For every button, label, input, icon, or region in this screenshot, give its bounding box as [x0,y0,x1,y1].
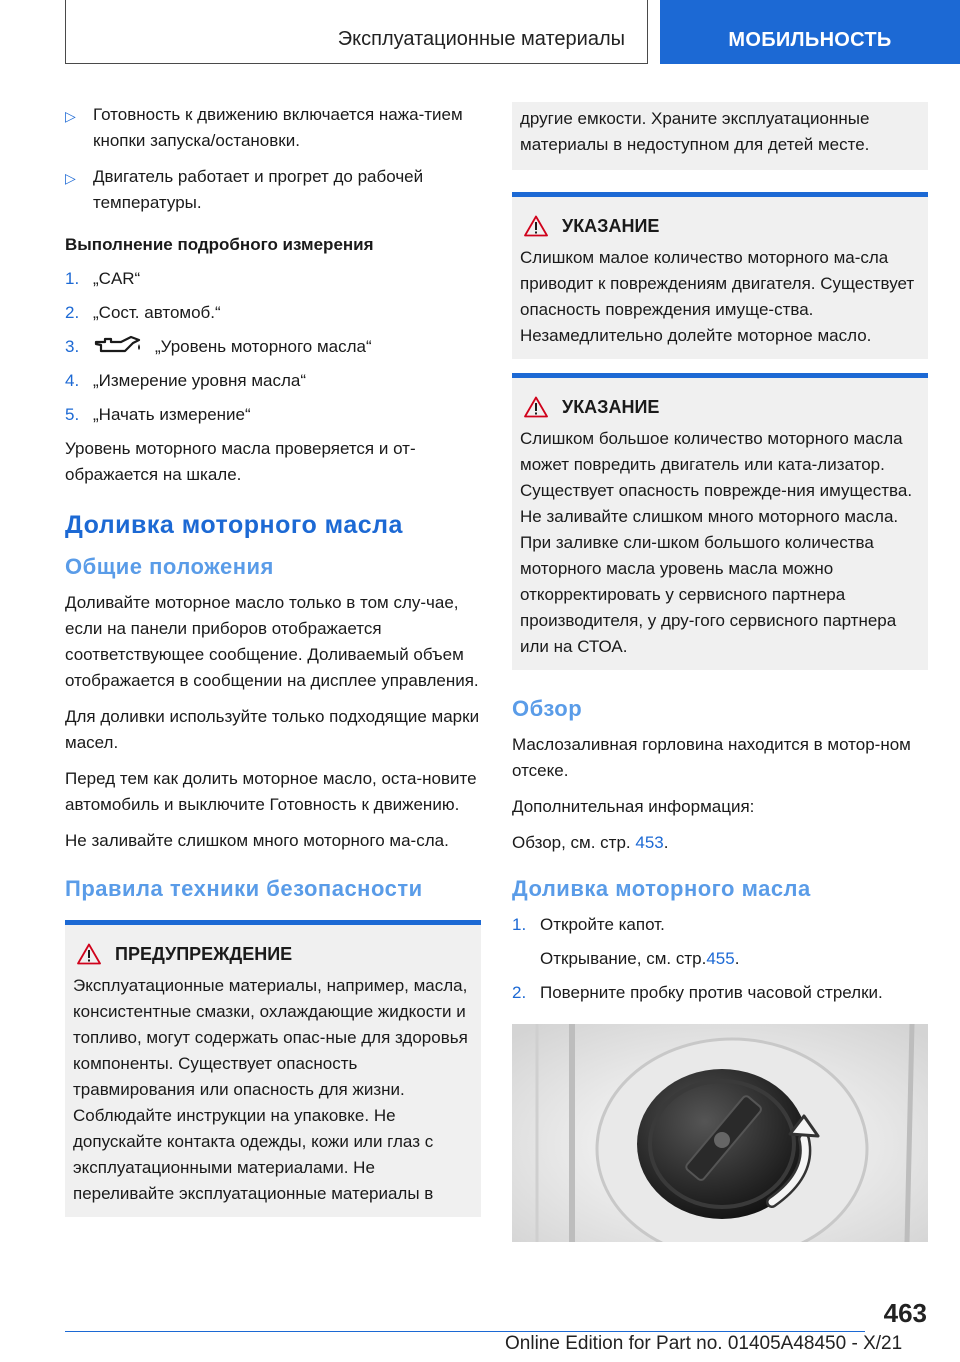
warning-triangle-icon [524,215,548,237]
refill-title: Доливка моторного масла [512,876,811,901]
after-steps-text: Уровень моторного масла проверяется и от-ображается на шкале. [65,439,416,484]
footer-divider [65,1331,865,1332]
step-item: 1. Откройте капот. [512,915,665,934]
step-item: 2. „Сост. автомоб.“ [65,303,221,322]
measurement-steps [65,266,481,428]
notice-text: Слишком большое количество моторного масла может повредить двигатель или ката-лизатор. Существует опасность поврежде-ния имущества. Не заливайте слишком много моторного масла. При заливке сли-шком большого количества моторного масла уровень масла можно откорректировать у сервисного партнера производителя, у дру-гого сервисного партнера или на СТОА. [520,429,913,656]
notice-title: УКАЗАНИЕ [562,397,660,417]
warning-box [65,920,481,1217]
step-item: 2. Поверните пробку против часовой стрелки. [512,983,883,1002]
footer-edition: Online Edition for Part no. 01405A48450 - X/21 [505,1333,903,1354]
notice-box [512,192,928,359]
general-paragraph: Не заливайте слишком много моторного ма-сла. [65,831,449,850]
more-info-label: Дополнительная информация: [512,797,755,816]
precondition-item: ▷ Готовность к движению включается нажа-тием кнопки запуска/остановки. [65,102,481,154]
general-paragraph: Для доливки используйте только подходящие марки масел. [65,707,480,752]
oil-filler-cap-photo [512,1024,928,1242]
step-item: 1. „CAR“ [65,269,141,288]
warning-text: Эксплуатационные материалы, например, масла, консистентные смазки, охлаждающие жидкости и топливо, могут содержать опас-ные для здоровья компоненты. Существует опасность травмирования или опасность для жизни. Соблюдайте инструкции на упаковке. Не допускайте контакта одежды, кожи или глаз с эксплуатационными материалами. Не переливайте эксплуатационные материалы в [73,976,468,1203]
step-subtext: Открывание, см. стр. 455 . [512,946,928,972]
notice-title: УКАЗАНИЕ [562,216,660,236]
header-section-title: Эксплуатационные материалы [65,0,648,64]
warning-title: ПРЕДУПРЕЖДЕНИЕ [115,944,293,964]
step-item: 5. „Начать измерение“ [65,405,251,424]
notice-box [512,373,928,670]
general-paragraph: Перед тем как долить моторное масло, оста-новите автомобиль и выключите Готовность к движению. [65,769,477,814]
general-title: Общие положения [65,554,274,579]
page-number: 463 [883,1298,927,1328]
triangle-bullet-icon: ▷ [65,170,76,186]
header-chapter-tab[interactable]: МОБИЛЬНОСТЬ [660,0,960,64]
step-item: 4. „Измерение уровня масла“ [65,371,307,390]
triangle-bullet-icon: ▷ [65,108,76,124]
precondition-item: ▷ Двигатель работает и прогрет до рабочей температуры. [65,164,481,216]
overview-text: Маслозаливная горловина находится в мотор-ном отсеке. [512,735,911,780]
oil-can-icon [93,334,143,356]
general-paragraph: Доливайте моторное масло только в том слу-чае, если на панели приборов отображается соответствующее сообщение. Доливаемый объем отображается в сообщении на дисплее управления. [65,593,479,690]
page-link[interactable]: 455 [706,949,735,968]
safety-title: Правила техники безопасности [65,876,423,901]
warning-triangle-icon [77,943,101,965]
step-item: 3. „Уровень моторного масла“ [65,334,481,360]
warning-triangle-icon [524,396,548,418]
left-column [65,102,481,1227]
overview-reference: Обзор, см. стр. 453. [512,833,669,852]
overview-title: Обзор [512,696,583,721]
notice-text: Слишком малое количество моторного ма-сла приводит к повреждениям двигателя. Существует опасность повреждения имуще-ства. Незамедлительно долейте моторное масло. [520,248,915,345]
refill-steps [512,912,928,1006]
warning-continued-box: другие емкости. Храните эксплуатационные материалы в недоступном для детей месте. [512,102,928,170]
right-column [512,102,928,1250]
page-link[interactable]: 453 [635,833,664,852]
detailed-measurement-heading: Выполнение подробного измерения [65,235,374,254]
section-title: Доливка моторного масла [65,511,403,539]
